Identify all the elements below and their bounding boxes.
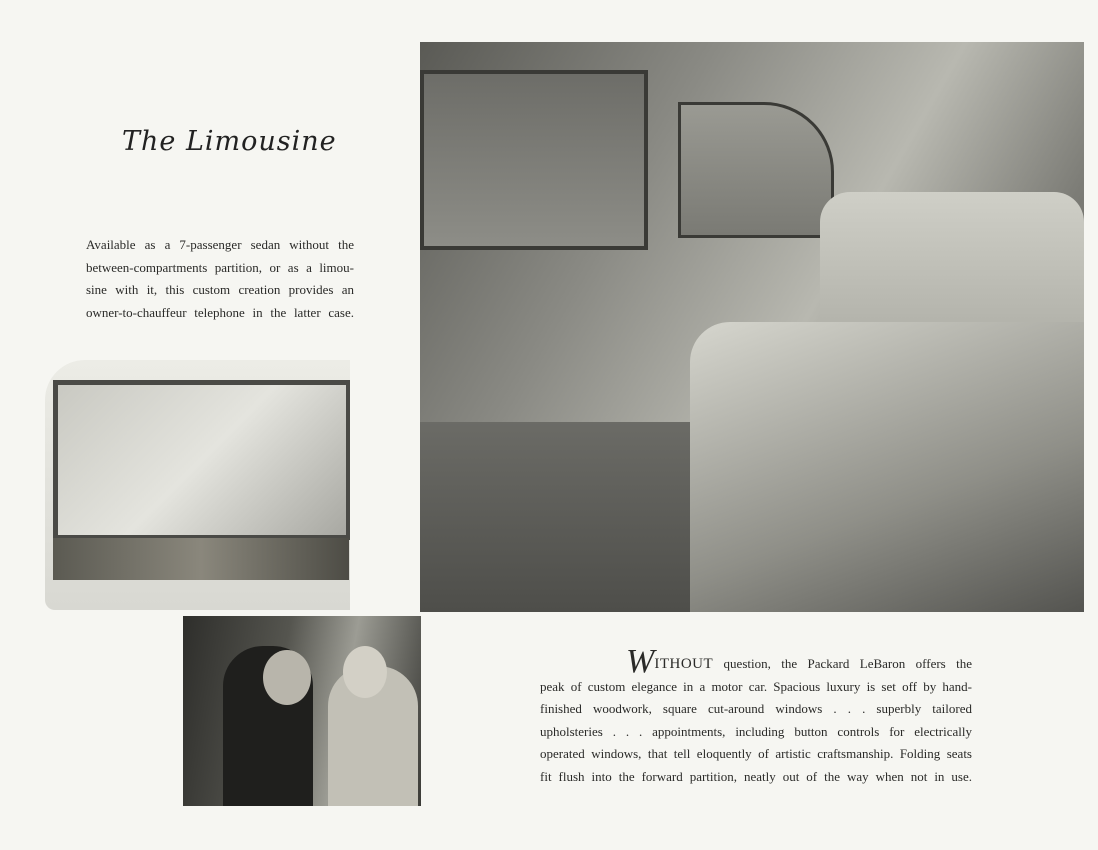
small-caps-word: ITHOUT [654, 656, 714, 672]
body-first-line-rest: question, the Packard LeBaron offers the [713, 656, 972, 671]
intro-paragraph [86, 234, 354, 324]
man-face [263, 650, 311, 705]
body-line: operated windows, that tell eloquently of artistic craftsmanship. Folding seats [540, 746, 972, 761]
woman-face [343, 646, 387, 698]
intro-line: between-compartments partition, or as a limou- [86, 259, 354, 275]
body-line: peak of custom elegance in a motor car. Spacious luxury is set off by hand- [540, 678, 972, 694]
partition-window-photo [45, 360, 350, 610]
intro-line: Available as a 7-passenger sedan without the [86, 237, 354, 252]
limousine-interior-photo [420, 42, 1084, 612]
rear-seat [690, 322, 1084, 612]
door-window [420, 70, 648, 250]
drop-cap: W [626, 643, 655, 680]
quarter-window [678, 102, 834, 238]
partition-glass [53, 380, 350, 540]
body-line: fit flush into the forward partition, neatly out of the way when not in use. [540, 768, 972, 784]
page-title: The Limousine [122, 126, 337, 157]
body-first-line [540, 643, 972, 680]
body-paragraph [540, 643, 972, 788]
body-line: finished woodwork, square cut-around windows . . . superbly tailored [540, 701, 972, 716]
intro-line: sine with it, this custom creation provides an [86, 282, 354, 297]
intro-line: owner-to-chauffeur telephone in the latter case. [86, 304, 354, 320]
woodwork-panel [53, 538, 349, 580]
passengers-telephone-photo [183, 616, 421, 806]
body-line: upholsteries . . . appointments, including button controls for electrically [540, 723, 972, 739]
